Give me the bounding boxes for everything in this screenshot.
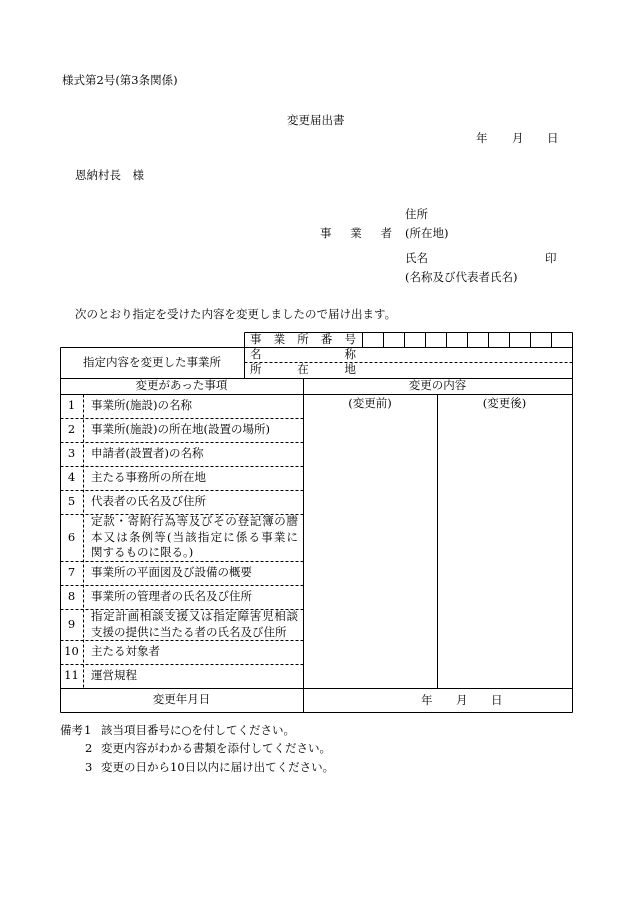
change-item-number: 10	[64, 644, 79, 659]
label-char: 相	[274, 609, 286, 623]
label-char: 記	[249, 514, 262, 529]
label-char: 定	[103, 609, 115, 623]
change-item-number: 2	[67, 422, 76, 437]
change-item-number: 7	[67, 565, 76, 580]
label-char: は	[200, 609, 213, 623]
label-char: 号	[344, 331, 356, 346]
change-item-number: 4	[67, 470, 76, 485]
header-date-day: 日	[547, 131, 559, 145]
label-char: 条	[128, 529, 141, 544]
label-char: 謄	[286, 514, 298, 529]
seal-mark: 印	[545, 251, 557, 265]
change-item-number: 8	[67, 589, 76, 604]
change-date-year: 年	[421, 693, 433, 707]
label-char: 事	[320, 226, 332, 240]
label-char: 業	[273, 529, 286, 544]
label-char: 指	[197, 529, 210, 544]
applicant-name-label: 氏名	[405, 251, 428, 265]
label-char: に	[286, 529, 298, 544]
remark-text: 該当項目番号に○を付してください。	[101, 723, 296, 737]
office-number-digit-box	[404, 332, 425, 347]
change-item-line: 主たる事務所の所在地	[91, 470, 206, 485]
change-item-line: 主たる対象者	[91, 644, 160, 659]
content-header: 変更の内容	[408, 378, 467, 393]
label-char: 番	[320, 331, 333, 346]
label-char: 本	[91, 529, 103, 544]
label-char: 附	[139, 514, 152, 529]
change-after-area	[438, 395, 572, 688]
office-number-digit-box	[425, 332, 446, 347]
remark-text: 変更内容がわかる書類を添付してください。	[101, 741, 331, 755]
label-char: 援	[176, 609, 189, 623]
change-item-line	[91, 609, 298, 625]
change-item-row	[60, 490, 303, 514]
change-before-area	[304, 395, 437, 688]
change-item-number: 9	[67, 616, 76, 631]
change-item-line: 申請者(設置者)の名称	[91, 446, 204, 461]
label-char: 又	[103, 529, 116, 544]
change-item-line: 運営規程	[91, 668, 137, 683]
label-char: 定	[210, 529, 223, 544]
items-header: 変更があった事項	[135, 378, 228, 393]
office-number-digit-box	[383, 332, 404, 347]
change-item-line: 代表者の氏名及び住所	[91, 494, 206, 509]
label-char: る	[248, 529, 261, 544]
remark-number: 2	[85, 741, 93, 755]
label-char: の	[225, 514, 237, 529]
label-char: 等	[176, 514, 189, 529]
intro-text: 次のとおり指定を受けた内容を変更しましたので届け出ます。	[75, 307, 397, 321]
label-char: 在	[297, 362, 309, 377]
label-char: 害	[249, 609, 262, 623]
label-char: 支	[164, 609, 176, 623]
change-item-number: 1	[67, 398, 76, 413]
applicant-address-note: (所在地)	[405, 226, 449, 240]
office-location-label	[250, 362, 356, 378]
change-item-number: 3	[67, 446, 76, 461]
applicant-address-label: 住所	[405, 207, 428, 221]
label-char: 障	[237, 609, 250, 623]
label-char: 寄	[127, 514, 140, 529]
change-after-label: (変更後)	[482, 396, 527, 411]
header-date-year: 年	[476, 131, 488, 145]
change-item-text	[91, 442, 301, 466]
label-char: 係	[235, 529, 248, 544]
change-item-row	[60, 664, 303, 688]
office-number-digit-box	[467, 332, 488, 347]
label-char: 指	[213, 609, 225, 623]
label-char: 業	[350, 226, 362, 240]
change-item-number: 11	[64, 668, 79, 683]
change-item-number: 5	[67, 494, 76, 509]
label-char: 等	[154, 529, 166, 544]
label-char: 者	[380, 226, 392, 240]
change-item-text	[91, 490, 301, 514]
change-item-text	[91, 585, 301, 609]
label-char: 例	[141, 529, 154, 544]
change-item-text	[91, 394, 301, 418]
label-char: 画	[127, 609, 140, 623]
label-char: 当	[172, 529, 185, 544]
change-item-row	[60, 442, 303, 466]
label-char: 事	[250, 331, 262, 346]
change-item-text	[91, 640, 301, 664]
document-title: 変更届出書	[287, 113, 345, 127]
addressee: 恩納村長 様	[75, 168, 144, 182]
label-char: に	[223, 529, 235, 544]
remark-number: 3	[85, 760, 93, 774]
label-char: 所	[250, 362, 262, 377]
label-char: 指	[91, 609, 103, 623]
office-number-digit-box	[488, 332, 509, 347]
change-item-text	[91, 466, 301, 490]
change-item-text	[91, 418, 301, 442]
remark-number: 1	[84, 723, 92, 737]
office-number-digit-box	[509, 332, 530, 347]
change-item-line: 関するものに限る。)	[91, 545, 194, 560]
change-item-row	[60, 514, 303, 561]
change-date-label: 変更年月日	[152, 692, 211, 707]
label-char: 定	[91, 514, 103, 529]
change-item-line	[91, 514, 298, 530]
change-item-line: 事業所(施設)の名称	[91, 398, 192, 413]
label-char: ・	[115, 514, 127, 529]
label-char: 行	[152, 514, 164, 529]
office-number-digit-box	[551, 332, 572, 347]
change-item-text	[91, 664, 301, 688]
change-item-text	[91, 514, 301, 561]
change-item-row	[60, 561, 303, 585]
label-char: 相	[139, 609, 152, 623]
change-item-row	[60, 640, 303, 664]
change-item-number: 6	[67, 529, 76, 544]
applicant-name-note: (名称及び代表者氏名)	[405, 270, 518, 284]
applicant-role-label	[320, 227, 392, 239]
label-char: 談	[286, 609, 298, 623]
office-number-label	[250, 332, 356, 347]
change-item-row	[60, 418, 303, 442]
office-name-label	[250, 347, 356, 362]
label-char: 計	[115, 609, 127, 623]
label-char: 児	[262, 609, 274, 623]
label-char: 該	[185, 529, 197, 544]
label-char: 為	[164, 514, 176, 529]
change-item-text	[91, 561, 301, 585]
label-char: 簿	[262, 514, 274, 529]
office-number-digit-box	[530, 332, 551, 347]
change-item-line: 事業所(施設)の所在地(設置の場所)	[91, 422, 270, 437]
label-char: 業	[273, 331, 286, 346]
change-before-label: (変更前)	[348, 396, 392, 411]
office-section-label: 指定内容を変更した事業所	[83, 354, 221, 369]
label-char: 所	[297, 331, 309, 346]
office-number-digit-box	[446, 332, 467, 347]
change-item-text	[91, 609, 301, 640]
label-char: 又	[188, 609, 201, 623]
label-char: び	[200, 514, 213, 529]
change-item-line	[91, 530, 298, 546]
label-char: (	[166, 529, 172, 544]
office-location-field	[362, 363, 572, 378]
change-item-row	[60, 394, 303, 418]
office-number-digit-box	[362, 332, 383, 347]
change-item-row	[60, 466, 303, 490]
label-char: 及	[188, 514, 201, 529]
label-char: 事	[261, 529, 273, 544]
remark-text: 変更の日から10日以内に届け出てください。	[101, 760, 335, 774]
change-item-row	[60, 609, 303, 640]
change-item-line: 支援の提供に当たる者の氏名及び住所	[91, 624, 287, 639]
header-date-month: 月	[512, 131, 524, 145]
label-char: 称	[344, 346, 356, 361]
change-date-field	[304, 689, 572, 712]
remarks-heading: 備考	[60, 723, 83, 737]
change-date-day: 日	[491, 693, 503, 707]
label-char: の	[274, 514, 286, 529]
label-char: そ	[213, 514, 225, 529]
office-name-field	[362, 348, 572, 362]
change-date-month: 月	[456, 693, 468, 707]
label-char: は	[116, 529, 128, 544]
change-item-row	[60, 585, 303, 609]
change-item-line: 事業所の管理者の氏名及び住所	[91, 589, 252, 604]
form-number: 様式第2号(第3条関係)	[62, 73, 178, 87]
change-item-line: 事業所の平面図及び設備の概要	[91, 565, 252, 580]
label-char: 登	[237, 514, 250, 529]
label-char: 談	[152, 609, 164, 623]
label-char: 款	[103, 514, 115, 529]
label-char: 名	[250, 346, 262, 361]
label-char: 定	[225, 609, 237, 623]
label-char: 地	[344, 362, 356, 377]
